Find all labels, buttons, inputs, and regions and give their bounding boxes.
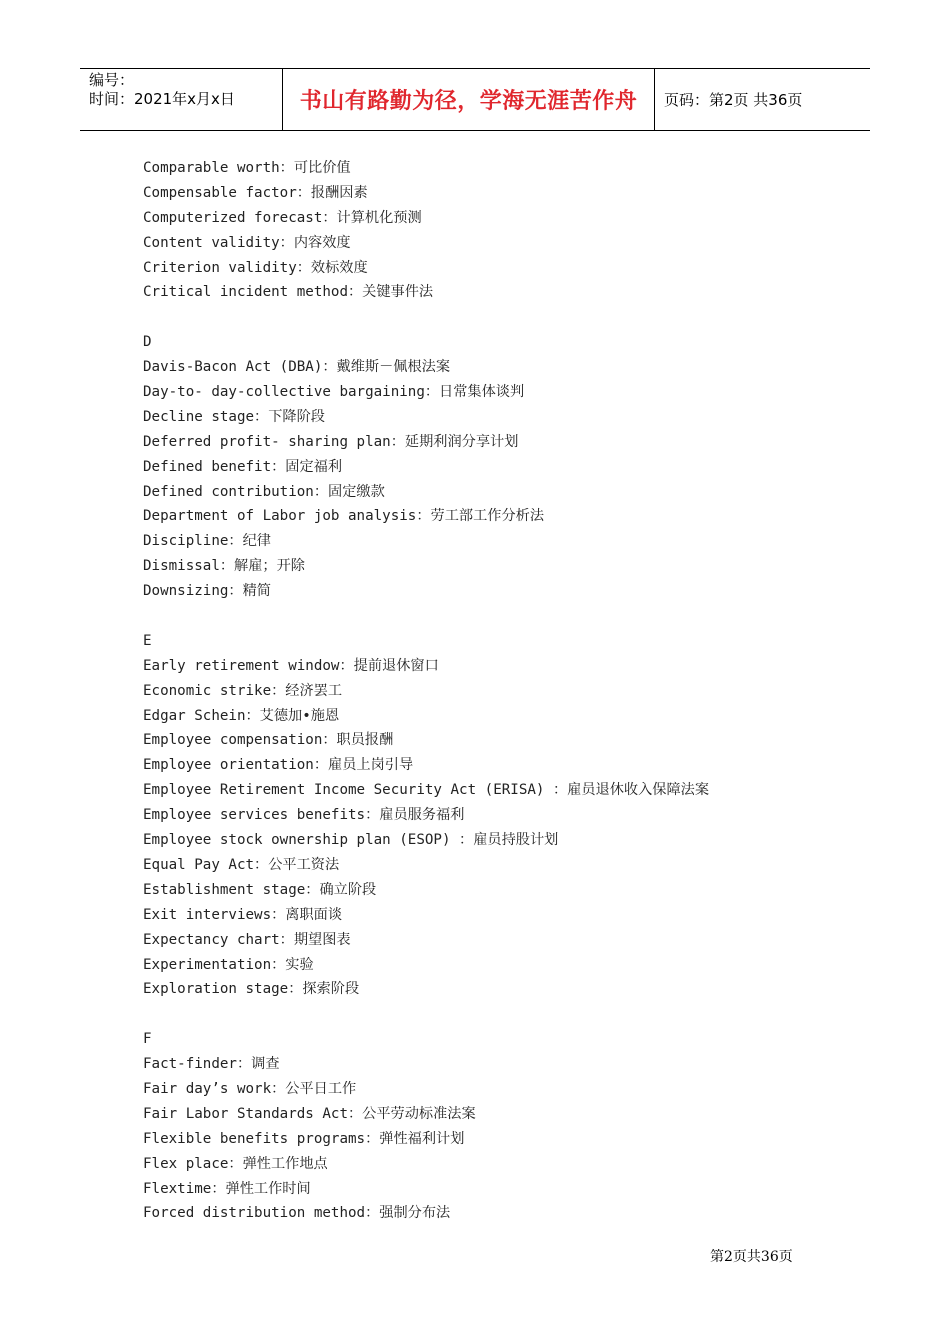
glossary-entry: Economic strike：经济罢工	[143, 682, 343, 699]
glossary-entry: Employee stock ownership plan (ESOP) ：雇员持股计划	[143, 832, 559, 849]
glossary-entry: Forced distribution method：强制分布法	[143, 1205, 451, 1222]
glossary-entry: Critical incident method：关键事件法	[143, 284, 434, 301]
glossary-entry: Computerized forecast：计算机化预测	[143, 209, 422, 226]
glossary-entry: Content validity：内容效度	[143, 234, 351, 251]
glossary-entry: Criterion validity：效标效度	[143, 259, 368, 276]
glossary-entry: Fair day’s work：公平日工作	[143, 1080, 357, 1097]
glossary-entry: Employee orientation：雇员上岗引导	[143, 757, 414, 774]
glossary-entry: Flex place：弹性工作地点	[143, 1155, 328, 1172]
glossary-entry: Compensable factor：报酬因素	[143, 184, 368, 201]
doc-time-label: 时间：2021年x月x日	[89, 90, 235, 108]
section-letter: F	[143, 1031, 152, 1048]
glossary-entry: Defined benefit：固定福利	[143, 458, 343, 475]
glossary-entry: Day-to- day-collective bargaining：日常集体谈判	[143, 384, 525, 401]
section-letter: E	[143, 632, 152, 649]
glossary-entry: Employee services benefits：雇员服务福利	[143, 807, 465, 824]
glossary-entry: Fair Labor Standards Act：公平劳动标准法案	[143, 1105, 476, 1122]
page-footer: 第2页共36页	[710, 1249, 793, 1265]
section-spacer	[143, 305, 903, 330]
glossary-entry: Comparable worth：可比价值	[143, 160, 351, 176]
glossary-entry: Early retirement window：提前退休窗口	[143, 657, 439, 674]
header-page-info: 页码：第2页 共36页	[664, 91, 803, 109]
glossary-entry: Establishment stage：确立阶段	[143, 881, 377, 898]
glossary-entry: Fact-finder：调查	[143, 1056, 280, 1073]
section-letter: D	[143, 334, 152, 351]
glossary-entry: Decline stage：下降阶段	[143, 408, 325, 425]
glossary-entry: Davis-Bacon Act (DBA)：戴维斯－佩根法案	[143, 359, 451, 376]
glossary-entry: Equal Pay Act：公平工资法	[143, 856, 340, 873]
glossary-entry: Downsizing：精简	[143, 583, 271, 600]
glossary-entry: Discipline：纪律	[143, 533, 271, 550]
doc-number-label: 编号：	[89, 71, 135, 89]
header-page-info-cell	[655, 69, 870, 130]
glossary-entry: Dismissal：解雇；开除	[143, 558, 305, 575]
page-header	[80, 68, 870, 131]
section-spacer	[143, 604, 903, 629]
glossary-entry: Exit interviews：离职面谈	[143, 906, 343, 923]
glossary-entry: Deferred profit- sharing plan：延期利润分享计划	[143, 433, 519, 450]
glossary-entry: Flexible benefits programs：弹性福利计划	[143, 1130, 465, 1147]
glossary-entry: Expectancy chart：期望图表	[143, 931, 351, 948]
header-motto: 书山有路勤为径，学海无涯苦作舟	[299, 88, 638, 114]
section-spacer	[143, 1002, 903, 1027]
glossary-entry: Flextime：弹性工作时间	[143, 1180, 311, 1197]
glossary-entry: Employee Retirement Income Security Act (ERISA) ：雇员退休收入保障法案	[143, 782, 710, 799]
header-meta	[80, 69, 282, 130]
glossary-entry: Employee compensation：职员报酬	[143, 732, 394, 749]
glossary-entry: Experimentation：实验	[143, 956, 314, 973]
glossary-entry: Exploration stage：探索阶段	[143, 981, 360, 998]
glossary-entry: Edgar Schein：艾德加•施恩	[143, 707, 340, 724]
glossary-entry: Department of Labor job analysis：劳工部工作分析法	[143, 508, 545, 525]
glossary-content	[143, 156, 903, 1226]
header-motto-cell	[282, 69, 655, 130]
glossary-entry: Defined contribution：固定缴款	[143, 483, 385, 500]
